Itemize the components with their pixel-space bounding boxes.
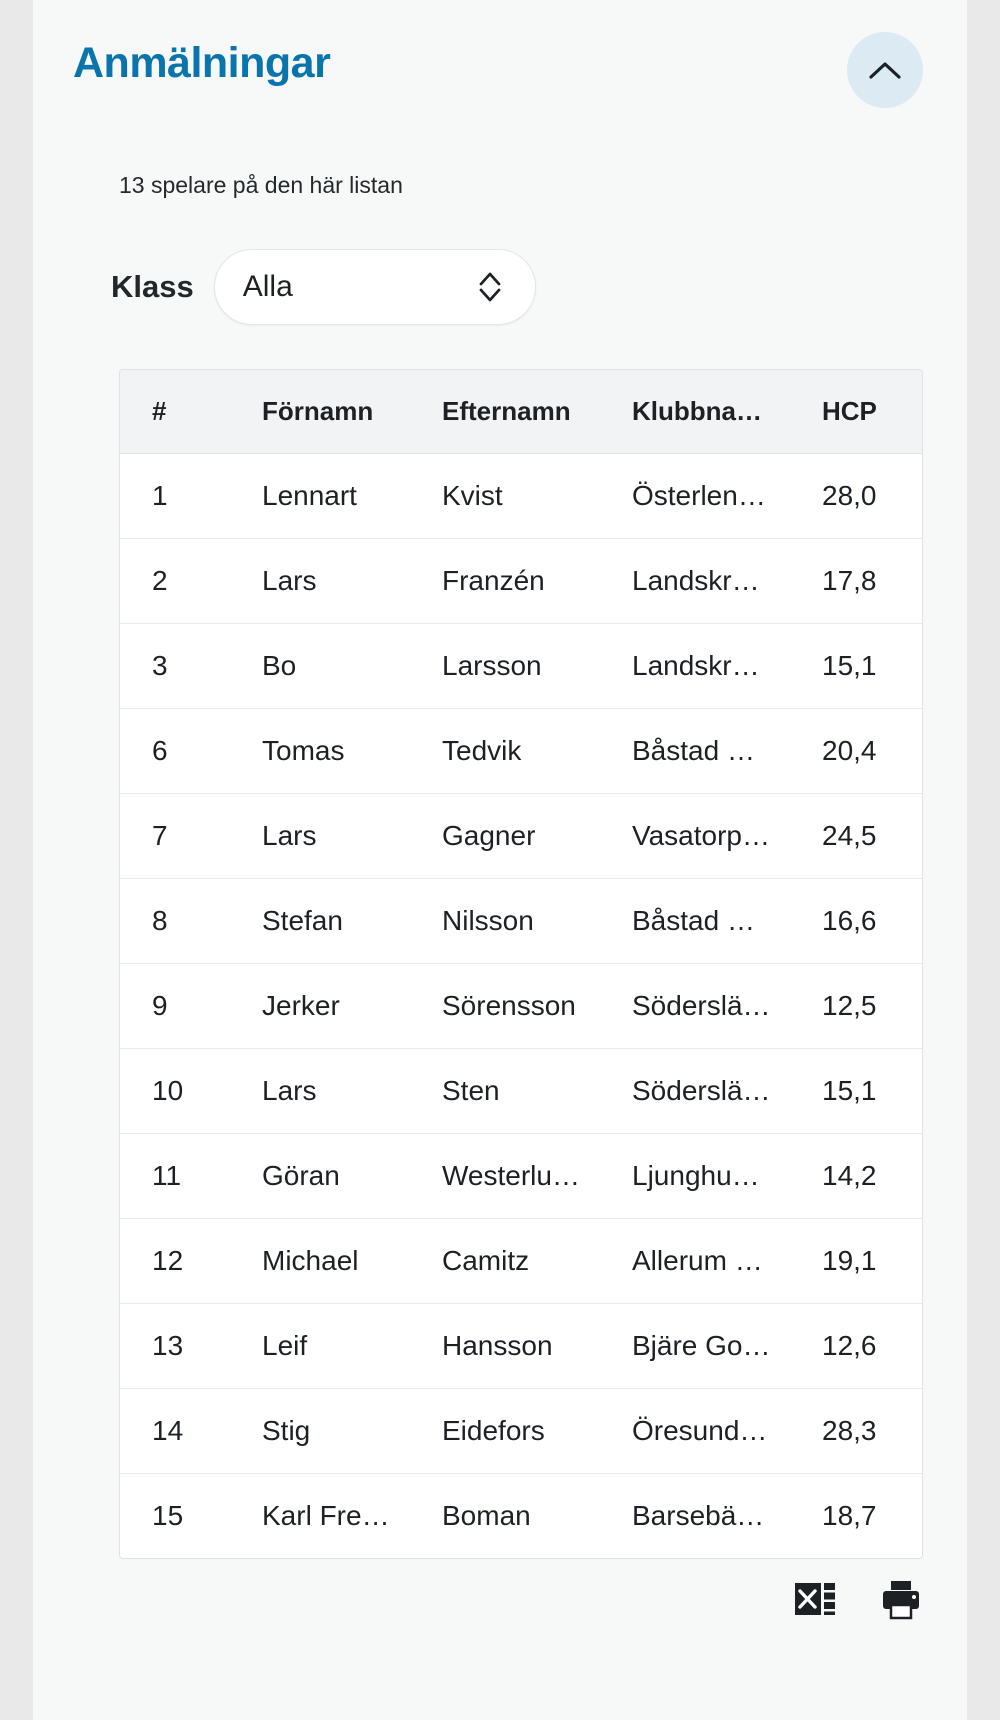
cell-club: Österlen… [632,454,822,539]
cell-firstname: Tomas [262,709,442,794]
cell-club: Landskr… [632,539,822,624]
table-row[interactable] [120,539,922,624]
class-filter-select[interactable] [214,249,536,325]
cell-club: Barsebä… [632,1500,765,1531]
cell-club: Ljunghu… [632,1134,822,1219]
cell-number: 10 [120,1049,262,1134]
table-row[interactable] [120,1134,922,1219]
table-row[interactable] [120,709,922,794]
cell-firstname: Karl Fre… [262,1500,390,1531]
cell-lastname: Larsson [442,624,632,709]
cell-number: 15 [152,1500,184,1531]
excel-export-icon [793,1609,837,1624]
cell-firstname: Lars [262,539,442,624]
table-actions [793,1577,923,1624]
cell-club: Öresund… [632,1389,822,1474]
cell-hcp: 19,1 [822,1219,922,1304]
cell-hcp: 12,6 [822,1304,922,1389]
column-header-firstname[interactable]: Förnamn [262,370,442,454]
table-row[interactable] [120,879,922,964]
cell-lastname: Boman [442,1500,531,1531]
cell-firstname: Jerker [262,964,442,1049]
print-button[interactable] [879,1577,923,1624]
cell-lastname: Westerlu… [442,1134,632,1219]
cell-firstname: Stig [262,1389,442,1474]
cell-firstname: Michael [262,1219,442,1304]
cell-hcp: 14,2 [822,1134,922,1219]
cell-hcp: 24,5 [822,794,922,879]
cell-lastname: Sörensson [442,964,632,1049]
cell-club: Vasatorp… [632,794,822,879]
table-row[interactable] [120,1389,922,1474]
table-row[interactable] [120,624,922,709]
cell-club: Båstad … [632,879,822,964]
chevron-up-icon [868,59,902,81]
cell-number: 1 [120,454,262,539]
cell-lastname: Hansson [442,1304,632,1389]
printer-icon [879,1609,923,1624]
cell-club: Landskr… [632,624,822,709]
cell-number: 7 [120,794,262,879]
cell-number: 12 [120,1219,262,1304]
column-header-club[interactable]: Klubbna… [632,370,822,454]
cell-hcp: 28,3 [822,1389,922,1474]
cell-club: Söderslä… [632,1049,822,1134]
cell-lastname: Camitz [442,1219,632,1304]
column-header-lastname[interactable]: Efternamn [442,370,632,454]
cell-number: 11 [120,1134,262,1219]
chevron-up-down-icon [477,268,503,306]
cell-club: Bjäre Go… [632,1304,822,1389]
cell-firstname: Lennart [262,454,442,539]
cell-hcp: 15,1 [822,1049,922,1134]
cell-number: 8 [120,879,262,964]
cell-club: Söderslä… [632,964,822,1049]
collapse-panel-button[interactable] [847,32,923,108]
cell-firstname: Stefan [262,879,442,964]
cell-lastname: Tedvik [442,709,632,794]
table-row[interactable] [120,794,922,879]
table-row[interactable] [120,1219,922,1304]
panel-header [33,0,967,120]
cell-hcp: 15,1 [822,624,922,709]
registrations-panel [33,0,967,1720]
cell-number: 9 [120,964,262,1049]
cell-club: Allerum … [632,1219,822,1304]
page-title: Anmälningar [73,39,331,87]
cell-hcp: 16,6 [822,879,922,964]
cell-firstname: Lars [262,794,442,879]
cell-number: 2 [120,539,262,624]
cell-hcp: 12,5 [822,964,922,1049]
table-row[interactable] [120,1304,922,1389]
column-header-hcp[interactable]: HCP [822,370,922,454]
cell-hcp: 17,8 [822,539,922,624]
column-header-number[interactable]: # [120,370,262,454]
registrations-table [119,369,923,1559]
cell-lastname: Eidefors [442,1389,632,1474]
cell-firstname: Lars [262,1049,442,1134]
cell-lastname: Franzén [442,539,632,624]
table-body [120,454,922,1559]
cell-hcp: 18,7 [822,1500,877,1531]
cell-number: 14 [120,1389,262,1474]
cell-number: 13 [120,1304,262,1389]
table-header-row [120,370,922,454]
cell-hcp: 20,4 [822,709,922,794]
player-count-text: 13 spelare på den här listan [119,172,403,198]
export-excel-button[interactable] [793,1577,837,1624]
class-filter-value: Alla [242,270,293,303]
class-filter-label: Klass [111,269,194,304]
cell-club: Båstad … [632,709,822,794]
table-row[interactable] [120,454,922,539]
cell-lastname: Kvist [442,454,632,539]
cell-firstname: Leif [262,1304,442,1389]
cell-lastname: Nilsson [442,879,632,964]
cell-firstname: Göran [262,1134,442,1219]
cell-firstname: Bo [262,624,442,709]
class-filter-row [33,199,967,325]
cell-hcp: 28,0 [822,454,922,539]
table-row[interactable] [120,1474,922,1559]
cell-number: 6 [120,709,262,794]
cell-number: 3 [120,624,262,709]
table-row[interactable] [120,964,922,1049]
cell-lastname: Sten [442,1049,632,1134]
table-row[interactable] [120,1049,922,1134]
cell-lastname: Gagner [442,794,632,879]
